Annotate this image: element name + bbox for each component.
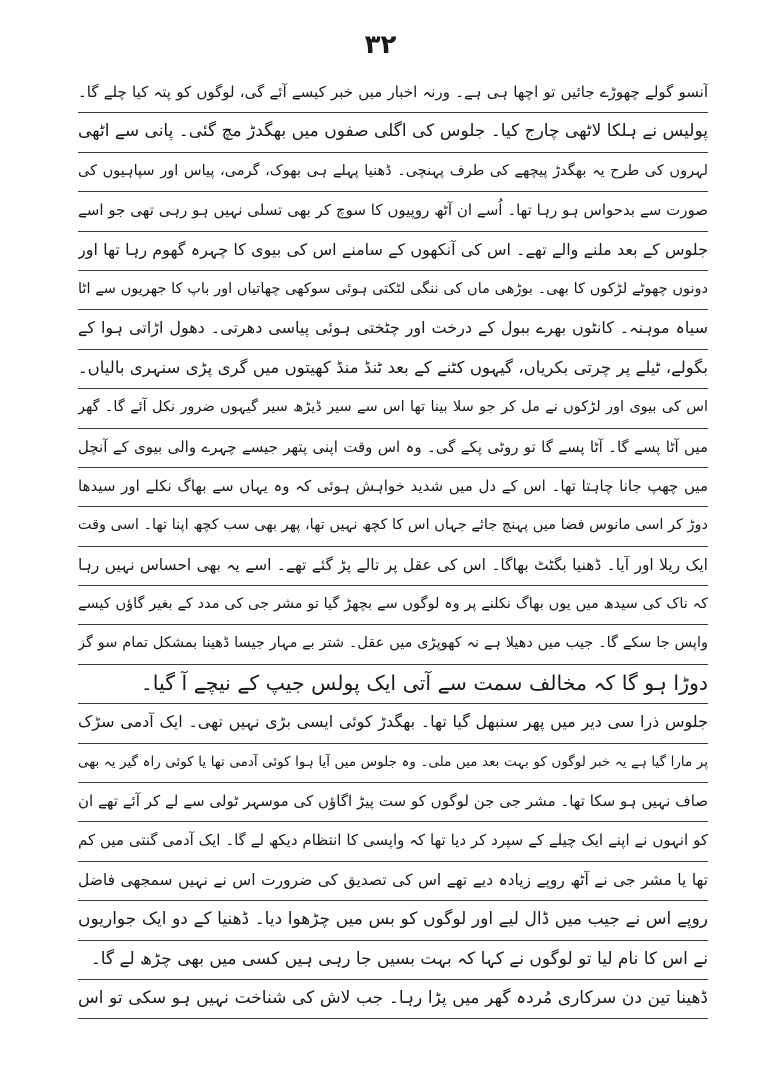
text-line: واپس جا سکے گا۔ جیب میں دھیلا ہے نہ کھوپڑی میں عقل۔ شتر بے مہار جیسا ڈھینا بمشکل تمام سو گز: [78, 625, 708, 664]
text-line: جلوس کے بعد ملنے والے تھے۔ اس کی آنکھوں کے سامنے اس کی بیوی کا چہرہ گھوم رہا تھا اور: [78, 232, 708, 271]
page-number: ۳۲: [364, 30, 397, 60]
text-line: پر مارا گیا ہے یہ خبر لوگوں کو بہت بعد میں ملی۔ وہ جلوس میں آیا ہوا کوئی آدمی تھا یا کوئی راہ گیر یہ بھی: [78, 744, 708, 783]
text-line: صورت سے بدحواس ہو رہا تھا۔ اُسے ان آٹھ روپیوں کا سوچ کر بھی تسلی نہیں ہو رہی تھی جو اسے: [78, 192, 708, 231]
text-line: کہ ناک کی سیدھ میں یوں بھاگ نکلنے پر وہ لوگوں سے بچھڑ گیا تو مشر جی کی مدد کے بغیر گاؤں کیسے: [78, 586, 708, 625]
text-line: روپے اس نے جیب میں ڈال لیے اور لوگوں کو بس میں چڑھوا دیا۔ ڈھنیا کے دو ایک جواریوں: [78, 901, 708, 940]
text-line: دونوں چھوٹے لڑکوں کا بھی۔ بوڑھی ماں کی ننگی لٹکتی ہوئی سوکھی چھاتیاں اور باپ کا جھریوں سے اٹا: [78, 271, 708, 310]
text-line: دوڑا ہو گا کہ مخالف سمت سے آتی ایک پولس جیپ کے نیچے آ گیا۔: [78, 665, 708, 704]
text-line: اس کی بیوی اور لڑکوں نے مل کر جو سلا بینا تھا اس سے سیر ڈیڑھ سیر گیہوں ضرور نکل آئے گا۔ گھر: [78, 389, 708, 428]
text-line: میں آٹا پسے گا۔ آٹا پسے گا تو روٹی پکے گی۔ وہ اس وقت اپنی پتھر جیسے چہرے والی بیوی کے آنچل: [78, 429, 708, 468]
text-line: صاف نہیں ہو سکا تھا۔ مشر جی جن لوگوں کو ست پیڑ اگاؤں کی موسہر ٹولی سے لے کر آئے تھے ان: [78, 783, 708, 822]
text-line: کو انہوں نے اپنے ایک چیلے کے سپرد کر دیا تھا کہ واپسی کا انتظام دیکھ لے گا۔ ایک آدمی گنتی میں کم: [78, 822, 708, 861]
text-line: لہروں کی طرح یہ بھگدڑ پیچھے کی طرف پہنچی۔ ڈھنیا پہلے ہی بھوک، گرمی، پیاس اور سپاہیوں کی: [78, 153, 708, 192]
text-line: پولیس نے ہلکا لاٹھی چارج کیا۔ جلوس کی اگلی صفوں میں بھگدڑ مچ گئی۔ پانی سے اٹھی: [78, 113, 708, 152]
text-line: جلوس ذرا سی دیر میں پھر سنبھل گیا تھا۔ بھگدڑ کوئی ایسی بڑی نہیں تھی۔ ایک آدمی سڑک: [78, 704, 708, 743]
text-line: تھا یا مشر جی نے آٹھ روپے زیادہ دیے تھے اس کی تصدیق کی ضرورت اس نے نہیں سمجھی فاضل: [78, 862, 708, 901]
body-text: [78, 74, 708, 1019]
text-line: دوڑ کر اسی مانوس فضا میں پہنچ جائے جہاں اس کا کچھ نہیں تھا، پھر بھی سب کچھ اپنا تھا۔ اسی وقت: [78, 507, 708, 546]
text-line: سیاہ موہنہ۔ کانٹوں بھرے ببول کے درخت اور چٹختی ہوئی پیاسی دھرتی۔ دھول اڑاتی ہوا کے: [78, 310, 708, 349]
text-line: ایک ریلا اور آیا۔ ڈھنیا بگٹٹ بھاگا۔ اس کی عقل پر تالے پڑ گئے تھے۔ اسے یہ بھی احساس نہیں رہا: [78, 547, 708, 586]
text-line: میں چھپ جانا چاہتا تھا۔ اس کے دل میں شدید خواہش ہوئی کہ وہ یہاں سے بھاگ نکلے اور سیدھا: [78, 468, 708, 507]
text-line: بگولے، ٹیلے پر چرتی بکریاں، گیہوں کٹنے کے بعد ٹنڈ منڈ کھیتوں میں گری پڑی سنہری بالیاں۔: [78, 350, 708, 389]
text-line: نے اس کا نام لیا تو لوگوں نے کہا کہ بہت بسیں جا رہی ہیں کسی میں بھی چڑھ لے گا۔: [78, 941, 708, 980]
text-line: آنسو گولے چھوڑے جائیں تو اچھا ہی ہے۔ ورنہ اخبار میں خبر کیسے آئے گی، لوگوں کو پتہ کیا چلے گا۔: [78, 74, 708, 113]
text-line: ڈھینا تین دن سرکاری مُردہ گھر میں پڑا رہا۔ جب لاش کی شناخت نہیں ہو سکی تو اس: [78, 980, 708, 1019]
